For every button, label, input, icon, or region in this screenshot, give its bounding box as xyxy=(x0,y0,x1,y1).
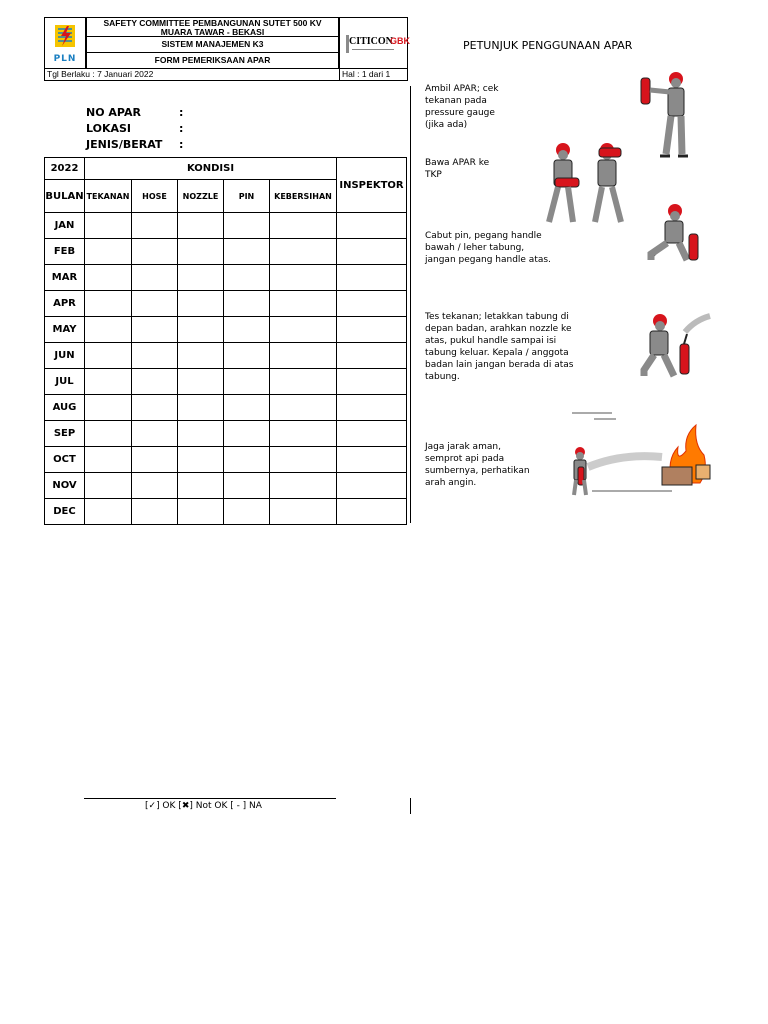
check-cell-tekanan[interactable] xyxy=(85,473,132,499)
header-divider xyxy=(339,69,340,81)
check-cell-nozzle[interactable] xyxy=(178,291,224,317)
lokasi-label: LOKASI xyxy=(86,122,132,135)
check-cell-hose[interactable] xyxy=(132,213,178,239)
check-cell-inspektor[interactable] xyxy=(337,499,407,525)
check-cell-pin[interactable] xyxy=(224,421,270,447)
form-title: FORM PEMERIKSAAN APAR xyxy=(86,53,339,69)
check-cell-tekanan[interactable] xyxy=(85,291,132,317)
citicon-logo: CITICON xyxy=(349,36,393,47)
check-cell-tekanan[interactable] xyxy=(85,265,132,291)
check-cell-kebersihan[interactable] xyxy=(270,473,337,499)
check-cell-kebersihan[interactable] xyxy=(270,395,337,421)
legend-bracket-open: [ xyxy=(145,801,149,811)
col-pin: PIN xyxy=(224,180,270,213)
instructions-title: PETUNJUK PENGGUNAAN APAR xyxy=(463,39,633,52)
header-title-block xyxy=(86,17,339,69)
month-cell: MAY xyxy=(45,317,85,343)
legend-line xyxy=(84,798,336,799)
table-row xyxy=(45,265,407,291)
check-cell-tekanan[interactable] xyxy=(85,369,132,395)
check-cell-kebersihan[interactable] xyxy=(270,239,337,265)
check-cell-inspektor[interactable] xyxy=(337,317,407,343)
inspektor-header: INSPEKTOR xyxy=(337,158,407,213)
check-cell-kebersihan[interactable] xyxy=(270,265,337,291)
check-cell-pin[interactable] xyxy=(224,213,270,239)
year-cell: 2022 xyxy=(45,158,85,180)
month-cell: APR xyxy=(45,291,85,317)
check-cell-nozzle[interactable] xyxy=(178,265,224,291)
check-cell-nozzle[interactable] xyxy=(178,473,224,499)
no-apar-label: NO APAR xyxy=(86,106,141,119)
check-cell-nozzle[interactable] xyxy=(178,343,224,369)
check-cell-kebersihan[interactable] xyxy=(270,291,337,317)
logo-underline xyxy=(352,49,394,50)
person-testing-pressure-icon xyxy=(640,310,715,380)
check-cell-nozzle[interactable] xyxy=(178,213,224,239)
check-cell-hose[interactable] xyxy=(132,291,178,317)
check-cell-inspektor[interactable] xyxy=(337,473,407,499)
table-row xyxy=(45,239,407,265)
month-cell: OCT xyxy=(45,447,85,473)
check-cell-inspektor[interactable] xyxy=(337,343,407,369)
check-cell-tekanan[interactable] xyxy=(85,343,132,369)
check-cell-inspektor[interactable] xyxy=(337,213,407,239)
month-cell: SEP xyxy=(45,421,85,447)
form-header xyxy=(44,17,408,81)
check-cell-inspektor[interactable] xyxy=(337,265,407,291)
month-rows xyxy=(45,213,407,525)
jenis-colon: : xyxy=(179,138,184,151)
check-cell-kebersihan[interactable] xyxy=(270,421,337,447)
valid-date: Tgl Berlaku : 7 Januari 2022 xyxy=(47,69,154,79)
title-line-1: SAFETY COMMITTEE PEMBANGUNAN SUTET 500 KV xyxy=(103,18,322,28)
jenis-label: JENIS/BERAT xyxy=(86,138,163,151)
check-cell-pin[interactable] xyxy=(224,447,270,473)
check-cell-nozzle[interactable] xyxy=(178,369,224,395)
month-cell: JUL xyxy=(45,369,85,395)
check-cell-tekanan[interactable] xyxy=(85,213,132,239)
col-hose: HOSE xyxy=(132,180,178,213)
table-row xyxy=(45,317,407,343)
people-carrying-extinguisher-icon xyxy=(543,140,638,228)
check-cell-tekanan[interactable] xyxy=(85,239,132,265)
partner-logos xyxy=(339,17,408,69)
table-row xyxy=(45,473,407,499)
check-cell-hose[interactable] xyxy=(132,473,178,499)
check-cell-tekanan[interactable] xyxy=(85,395,132,421)
check-cell-pin[interactable] xyxy=(224,317,270,343)
check-cell-pin[interactable] xyxy=(224,265,270,291)
step-5-text: Jaga jarak aman, semprot api pada sumbernya, perhatikan arah angin. xyxy=(425,442,530,488)
check-cell-hose[interactable] xyxy=(132,395,178,421)
check-cell-kebersihan[interactable] xyxy=(270,447,337,473)
bulan-header: BULAN xyxy=(45,180,85,213)
check-cell-nozzle[interactable] xyxy=(178,317,224,343)
pln-logo-text: PLN xyxy=(53,54,77,64)
check-cell-nozzle[interactable] xyxy=(178,499,224,525)
check-cell-nozzle[interactable] xyxy=(178,395,224,421)
check-cell-inspektor[interactable] xyxy=(337,239,407,265)
month-cell: NOV xyxy=(45,473,85,499)
table-header-row-1 xyxy=(45,158,407,180)
legend-bracket-open-2: [ xyxy=(178,801,182,811)
person-checking-extinguisher-icon xyxy=(636,70,694,160)
header-footer-row xyxy=(44,69,408,81)
check-cell-pin[interactable] xyxy=(224,473,270,499)
check-cell-hose[interactable] xyxy=(132,239,178,265)
step-1-text: Ambil APAR; cek tekanan pada pressure gauge (jika ada) xyxy=(425,84,499,130)
month-cell: AUG xyxy=(45,395,85,421)
committee-title xyxy=(86,17,339,37)
table-row xyxy=(45,499,407,525)
legend-ok: ] OK xyxy=(156,801,176,811)
step-4-text: Tes tekanan; letakkan tabung di depan badan, arahkan nozzle ke atas, pukul handle sampai isi tabung keluar. Kepala / anggota badan lain jangan berada di atas tabung. xyxy=(425,312,574,382)
check-cell-hose[interactable] xyxy=(132,499,178,525)
check-cell-tekanan[interactable] xyxy=(85,317,132,343)
pln-logo xyxy=(44,17,86,69)
check-cell-pin[interactable] xyxy=(224,239,270,265)
check-cell-hose[interactable] xyxy=(132,421,178,447)
table-row xyxy=(45,369,407,395)
table-row xyxy=(45,213,407,239)
system-title: SISTEM MANAJEMEN K3 xyxy=(86,37,339,53)
month-cell: FEB xyxy=(45,239,85,265)
check-cell-nozzle[interactable] xyxy=(178,421,224,447)
col-nozzle: NOZZLE xyxy=(178,180,224,213)
table-row xyxy=(45,343,407,369)
person-pulling-pin-icon xyxy=(645,202,705,264)
check-cell-nozzle[interactable] xyxy=(178,239,224,265)
month-cell: JAN xyxy=(45,213,85,239)
check-cell-kebersihan[interactable] xyxy=(270,499,337,525)
title-line-2: MUARA TAWAR - BEKASI xyxy=(160,27,265,37)
check-cell-tekanan[interactable] xyxy=(85,499,132,525)
inspection-table xyxy=(44,157,407,525)
col-kebersihan: KEBERSIHAN xyxy=(270,180,337,213)
check-cell-inspektor[interactable] xyxy=(337,395,407,421)
check-icon: ✓ xyxy=(148,801,157,811)
cross-icon: ✖ xyxy=(181,801,190,811)
check-cell-hose[interactable] xyxy=(132,369,178,395)
check-cell-tekanan[interactable] xyxy=(85,447,132,473)
step-3-text: Cabut pin, pegang handle bawah / leher tabung, jangan pegang handle atas. xyxy=(425,231,551,265)
check-cell-pin[interactable] xyxy=(224,343,270,369)
check-cell-pin[interactable] xyxy=(224,291,270,317)
check-cell-hose[interactable] xyxy=(132,265,178,291)
check-cell-inspektor[interactable] xyxy=(337,447,407,473)
month-cell: JUN xyxy=(45,343,85,369)
kondisi-header: KONDISI xyxy=(85,158,337,180)
legend-notok: ] Not OK [ - ] NA xyxy=(189,801,262,811)
no-apar-colon: : xyxy=(179,106,184,119)
check-cell-inspektor[interactable] xyxy=(337,291,407,317)
check-cell-kebersihan[interactable] xyxy=(270,213,337,239)
table-row xyxy=(45,395,407,421)
lokasi-colon: : xyxy=(179,122,184,135)
check-cell-kebersihan[interactable] xyxy=(270,343,337,369)
vertical-divider xyxy=(410,86,411,523)
table-row xyxy=(45,447,407,473)
check-cell-hose[interactable] xyxy=(132,447,178,473)
legend xyxy=(145,801,262,811)
page-number: Hal : 1 dari 1 xyxy=(342,69,391,79)
month-cell: MAR xyxy=(45,265,85,291)
check-cell-pin[interactable] xyxy=(224,395,270,421)
check-cell-pin[interactable] xyxy=(224,369,270,395)
check-cell-inspektor[interactable] xyxy=(337,421,407,447)
step-2-text: Bawa APAR ke TKP xyxy=(425,158,490,180)
person-spraying-fire-icon xyxy=(562,405,717,500)
check-cell-hose[interactable] xyxy=(132,317,178,343)
col-tekanan: TEKANAN xyxy=(85,180,132,213)
vertical-divider-bottom xyxy=(410,798,411,814)
check-cell-kebersihan[interactable] xyxy=(270,369,337,395)
table-row xyxy=(45,421,407,447)
check-cell-inspektor[interactable] xyxy=(337,369,407,395)
check-cell-pin[interactable] xyxy=(224,499,270,525)
check-cell-hose[interactable] xyxy=(132,343,178,369)
month-cell: DEC xyxy=(45,499,85,525)
check-cell-tekanan[interactable] xyxy=(85,421,132,447)
check-cell-nozzle[interactable] xyxy=(178,447,224,473)
check-cell-kebersihan[interactable] xyxy=(270,317,337,343)
gbk-logo: GBK xyxy=(390,36,410,46)
table-row xyxy=(45,291,407,317)
